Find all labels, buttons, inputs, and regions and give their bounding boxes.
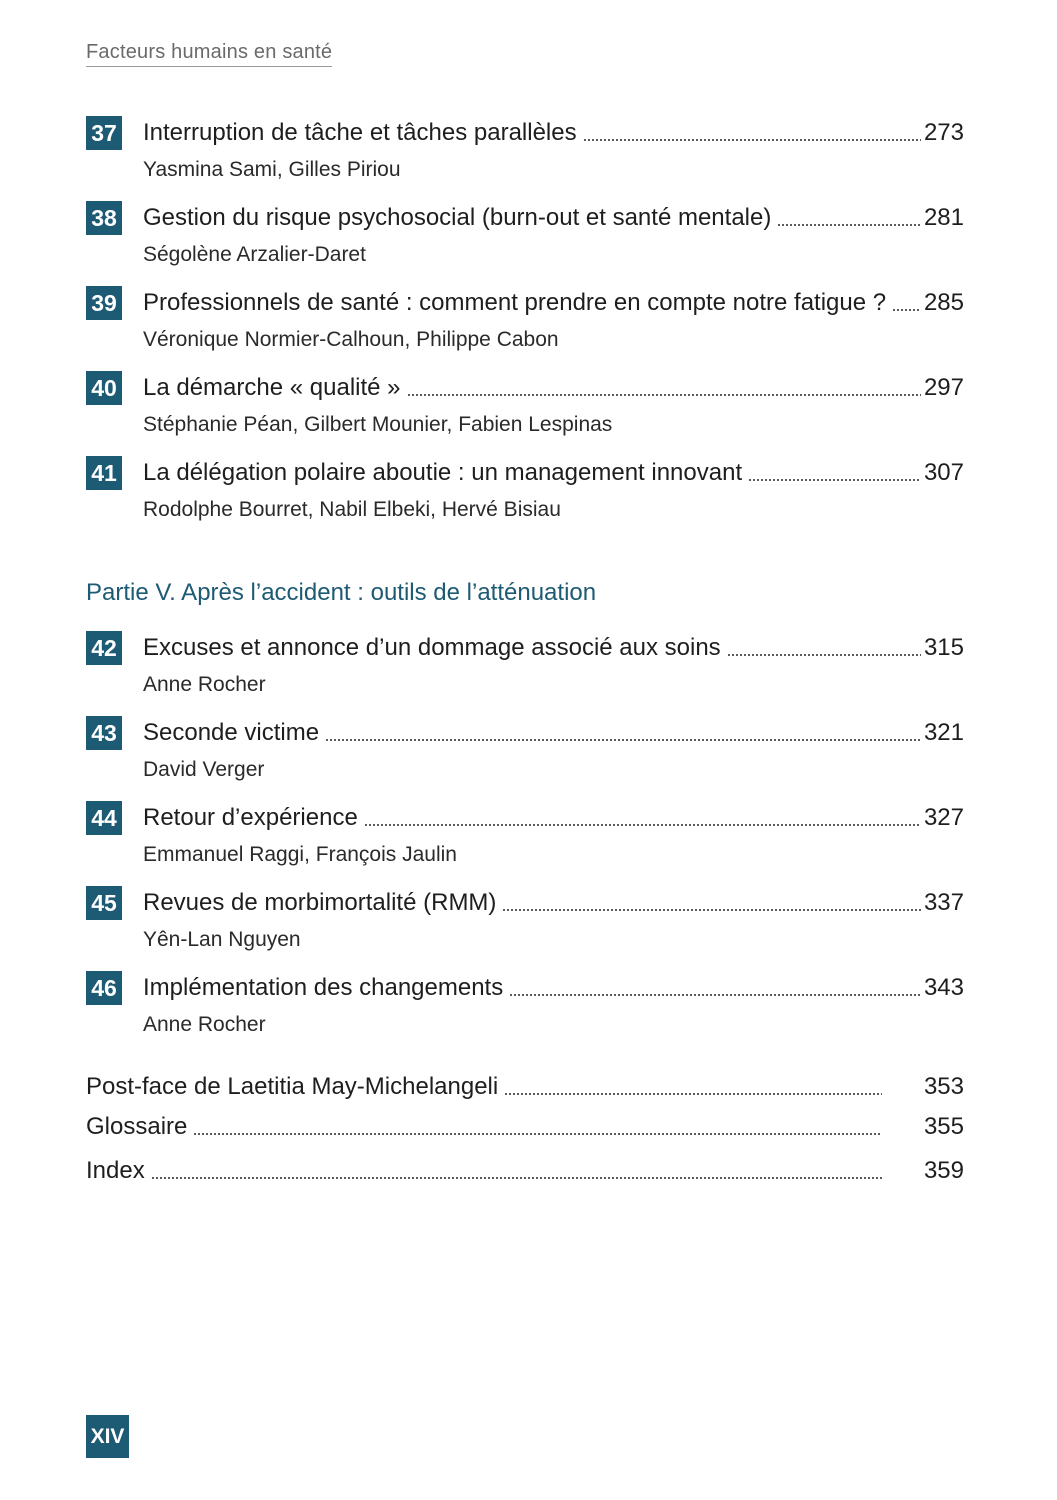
dot-leader xyxy=(504,1093,882,1095)
dot-leader xyxy=(727,654,921,656)
toc-entry[interactable] xyxy=(86,716,964,796)
chapter-number-badge: 39 xyxy=(86,286,122,320)
chapter-authors: Yasmina Sami, Gilles Piriou xyxy=(143,158,401,181)
chapter-number-badge: 46 xyxy=(86,971,122,1005)
chapter-title[interactable]: Interruption de tâche et tâches parallèles xyxy=(143,119,577,146)
dot-leader xyxy=(583,139,921,141)
chapter-title[interactable]: Gestion du risque psychosocial (burn-out et santé mentale) xyxy=(143,204,772,231)
page-number: 315 xyxy=(923,634,964,661)
toc-entry[interactable] xyxy=(86,201,964,281)
chapter-authors: Rodolphe Bourret, Nabil Elbeki, Hervé Bisiau xyxy=(143,498,561,521)
toc-entry[interactable] xyxy=(86,631,964,711)
chapter-title[interactable]: Revues de morbimortalité (RMM) xyxy=(143,889,497,916)
entry-line xyxy=(143,116,964,150)
chapter-authors: Emmanuel Raggi, François Jaulin xyxy=(143,843,457,866)
back-matter-title[interactable]: Index xyxy=(86,1157,145,1184)
chapter-title[interactable]: La démarche « qualité » xyxy=(143,374,401,401)
chapter-number-badge: 37 xyxy=(86,116,122,150)
dot-leader xyxy=(777,224,921,226)
entry-line xyxy=(143,456,964,490)
back-matter-entry[interactable] xyxy=(86,1154,964,1188)
page-number: 273 xyxy=(923,119,964,146)
chapter-authors: Anne Rocher xyxy=(143,1013,266,1036)
back-matter-entry[interactable] xyxy=(86,1070,964,1104)
chapter-number-badge: 38 xyxy=(86,201,122,235)
dot-leader xyxy=(407,394,921,396)
part-heading[interactable]: Partie V. Après l’accident : outils de l’atténuation xyxy=(86,579,597,606)
chapter-title[interactable]: Seconde victime xyxy=(143,719,320,746)
page-number: 355 xyxy=(923,1113,964,1140)
page-folio: XIV xyxy=(86,1415,129,1458)
entry-line xyxy=(143,971,964,1005)
dot-leader xyxy=(364,824,921,826)
page-number: 327 xyxy=(923,804,964,831)
page-number: 307 xyxy=(923,459,964,486)
page-number: 281 xyxy=(923,204,964,231)
chapter-number-badge: 45 xyxy=(86,886,122,920)
chapter-number-badge: 41 xyxy=(86,456,122,490)
page-number: 343 xyxy=(923,974,964,1001)
running-title: Facteurs humains en santé xyxy=(86,40,332,67)
chapter-number-badge: 43 xyxy=(86,716,122,750)
back-matter-entry[interactable] xyxy=(86,1110,964,1144)
chapter-title[interactable]: La délégation polaire aboutie : un management innovant xyxy=(143,459,743,486)
toc-entry[interactable] xyxy=(86,801,964,881)
entry-line xyxy=(143,716,964,750)
toc-entry[interactable] xyxy=(86,886,964,966)
dot-leader xyxy=(325,739,921,741)
page-number: 297 xyxy=(923,374,964,401)
back-matter-title[interactable]: Post-face de Laetitia May-Michelangeli xyxy=(86,1073,499,1100)
entry-line xyxy=(143,371,964,405)
entry-line xyxy=(143,801,964,835)
page-number: 337 xyxy=(923,889,964,916)
dot-leader xyxy=(509,994,921,996)
entry-line xyxy=(143,201,964,235)
entry-line xyxy=(143,631,964,665)
chapter-number-badge: 42 xyxy=(86,631,122,665)
dot-leader xyxy=(748,479,921,481)
chapter-number-badge: 44 xyxy=(86,801,122,835)
toc-entry[interactable] xyxy=(86,971,964,1051)
dot-leader xyxy=(151,1177,882,1179)
chapter-number-badge: 40 xyxy=(86,371,122,405)
chapter-title[interactable]: Retour d’expérience xyxy=(143,804,358,831)
chapter-title[interactable]: Implémentation des changements xyxy=(143,974,504,1001)
toc-entry[interactable] xyxy=(86,456,964,536)
dot-leader xyxy=(193,1133,882,1135)
back-matter-title[interactable]: Glossaire xyxy=(86,1113,188,1140)
chapter-authors: Véronique Normier-Calhoun, Philippe Cabon xyxy=(143,328,559,351)
toc-entry[interactable] xyxy=(86,286,964,366)
chapter-authors: Anne Rocher xyxy=(143,673,266,696)
dot-leader xyxy=(502,909,921,911)
chapter-authors: David Verger xyxy=(143,758,265,781)
chapter-authors: Stéphanie Péan, Gilbert Mounier, Fabien Lespinas xyxy=(143,413,613,436)
toc-entry[interactable] xyxy=(86,116,964,196)
chapter-authors: Yên-Lan Nguyen xyxy=(143,928,301,951)
entry-line xyxy=(143,886,964,920)
chapter-title[interactable]: Excuses et annonce d’un dommage associé aux soins xyxy=(143,634,721,661)
page-number: 353 xyxy=(923,1073,964,1100)
page-number: 359 xyxy=(923,1157,964,1184)
toc-entry[interactable] xyxy=(86,371,964,451)
chapter-authors: Ségolène Arzalier-Daret xyxy=(143,243,366,266)
page-number: 285 xyxy=(923,289,964,316)
page-number: 321 xyxy=(923,719,964,746)
chapter-title[interactable]: Professionnels de santé : comment prendre en compte notre fatigue ? xyxy=(143,289,887,316)
entry-line xyxy=(143,286,964,320)
